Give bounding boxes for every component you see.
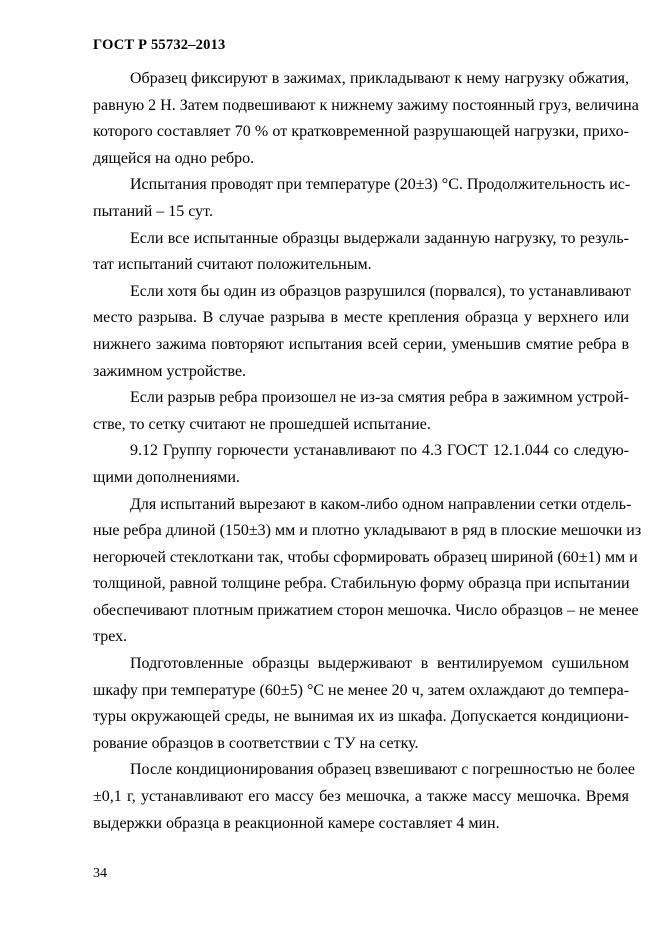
text-line: обеспечивают плотным прижатием сторон мешочка. Число образцов – не менее	[93, 601, 639, 619]
text-line: тат испытаний считают положительным.	[93, 256, 372, 274]
text-line: ±0,1 г, устанавливают его массу без мешочка, а также массу мешочка. Время	[93, 788, 629, 806]
text-line: Если разрыв ребра произошел не из-за смятия ребра в зажимном устрой-	[130, 389, 629, 407]
text-line: выдержки образца в реакционной камере составляет 4 мин.	[93, 814, 500, 832]
text-line: которого составляет 70 % от кратковременной разрушающей нагрузки, прихо-	[93, 123, 629, 141]
text-line: дящейся на одно ребро.	[93, 149, 255, 167]
document-header: ГОСТ Р 55732–2013	[93, 37, 226, 53]
text-line: Для испытаний вырезают в каком-либо одном направлении сетки отдель-	[130, 495, 632, 513]
text-line: стве, то сетку считают не прошедшей испытание.	[93, 415, 431, 433]
page-number: 34	[93, 866, 107, 881]
text-line: щими дополнениями.	[93, 468, 240, 486]
text-line: равную 2 Н. Затем подвешивают к нижнему зажиму постоянный груз, величина	[93, 96, 639, 114]
text-line: нижнего зажима повторяют испытания всей серии, уменьшив смятие ребра в	[93, 335, 629, 353]
text-line: Испытания проводят при температуре (20±3) °С. Продолжительность ис-	[130, 176, 631, 194]
text-line: шкафу при температуре (60±5) °С не менее 20 ч, затем охлаждают до темпера-	[93, 681, 630, 699]
text-line: трех.	[93, 628, 128, 646]
text-line: Подготовленные образцы выдерживают в вентилируемом сушильном	[130, 655, 629, 673]
text-line: ные ребра длиной (150±3) мм и плотно укладывают в ряд в плоские мешочки из	[93, 522, 642, 540]
text-line: место разрыва. В случае разрыва в месте крепления образца у верхнего или	[93, 309, 629, 327]
document-body	[93, 66, 642, 837]
text-line: Образец фиксируют в зажимах, прикладывают к нему нагрузку обжатия,	[130, 70, 629, 87]
text-line: туры окружающей среды, не вынимая их из шкафа. Допускается кондициони-	[93, 708, 629, 726]
text-line: Если все испытанные образцы выдержали заданную нагрузку, то резуль-	[130, 229, 629, 247]
text-line: Если хотя бы один из образцов разрушился (порвался), то устанавливают	[130, 282, 631, 300]
text-line: 9.12 Группу горючести устанавливают по 4.3 ГОСТ 12.1.044 со следую-	[130, 442, 629, 460]
text-line: толщиной, равной толщине ребра. Стабильную форму образца при испытании	[93, 575, 630, 593]
text-line: пытаний – 15 сут.	[93, 202, 213, 220]
text-line: После кондиционирования образец взвешивают с погрешностью не более	[130, 761, 636, 779]
text-line: зажимном устройстве.	[93, 362, 247, 380]
text-line: рование образцов в соответствии с ТУ на сетку.	[93, 734, 419, 752]
text-line: негорючей стеклоткани так, чтобы сформировать образец шириной (60±1) мм и	[93, 548, 638, 566]
